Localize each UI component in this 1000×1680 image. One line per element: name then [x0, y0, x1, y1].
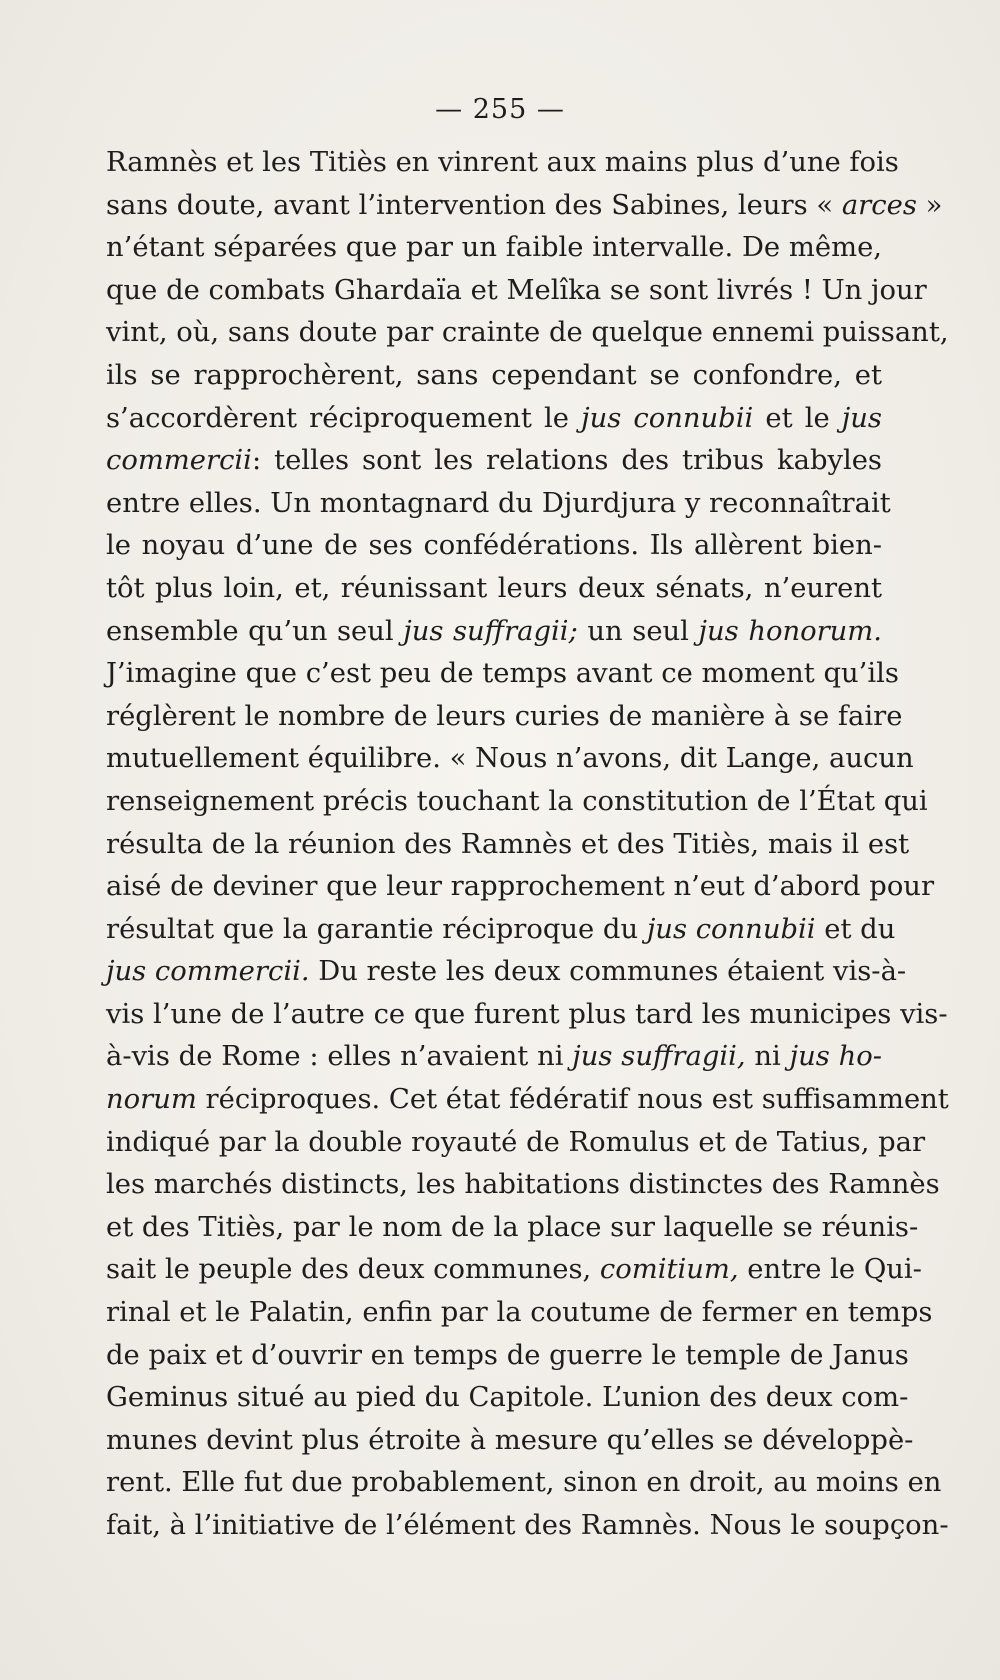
text-segment: à-vis de Rome : elles n’avaient ni: [106, 1041, 573, 1073]
text-line: [106, 227, 882, 270]
text-line: [106, 994, 948, 1037]
text-line: [106, 909, 896, 952]
italic-text: norum: [106, 1084, 197, 1116]
text-segment: de paix et d’ouvrir en temps de guerre le temple de Janus: [106, 1339, 909, 1371]
text-segment: entre le Qui-: [738, 1254, 922, 1286]
text-segment: et le: [753, 402, 842, 434]
text-line: [106, 1420, 914, 1463]
text-line: [106, 611, 882, 654]
text-line: [106, 866, 935, 909]
text-segment: sans doute, avant l’intervention des Sabines, leurs «: [106, 189, 842, 221]
text-line: [106, 696, 903, 739]
text-segment: s’accordèrent réciproquement le: [106, 402, 582, 434]
text-segment: réciproques. Cet état fédératif nous est suffisamment: [196, 1084, 949, 1116]
text-line: [106, 824, 910, 867]
text-line: [106, 738, 914, 781]
page-number: — 255 —: [435, 94, 565, 125]
text-segment: indiqué par la double royauté de Romulus et de Tatius, par: [106, 1126, 926, 1158]
text-line: [106, 142, 899, 185]
text-line: [106, 1036, 882, 1079]
italic-text: jus honorum.: [698, 615, 882, 647]
text-segment: vis l’une de l’autre ce que furent plus tard les municipes vis-: [106, 998, 948, 1030]
italic-text: jus connubii: [646, 913, 816, 945]
text-segment: rinal et le Palatin, enfin par la coutume de fermer en temps: [106, 1297, 933, 1329]
italic-text: jus suffragii;: [403, 615, 578, 647]
text-segment: rent. Elle fut due probablement, sinon en droit, au moins en: [106, 1467, 942, 1499]
italic-text: comitium,: [599, 1254, 739, 1286]
text-segment: entre elles. Un montagnard du Djurdjura y reconnaîtrait: [106, 487, 891, 519]
text-line: [106, 185, 943, 228]
text-segment: et des Titiès, par le nom de la place sur laquelle se réunis-: [106, 1211, 919, 1243]
italic-text: jus commercii.: [106, 956, 310, 988]
text-segment: résultat que la garantie réciproque du: [106, 913, 647, 945]
text-line: [106, 1377, 909, 1420]
italic-text: jus suffragii,: [572, 1041, 746, 1073]
text-line: [106, 440, 882, 483]
text-line: [106, 525, 882, 568]
text-line: [106, 398, 882, 441]
text-line: [106, 781, 928, 824]
text-line: [106, 1079, 949, 1122]
italic-text: jus connubii: [581, 402, 754, 434]
italic-text: jus ho-: [789, 1041, 882, 1073]
text-segment: »: [916, 189, 943, 221]
text-segment: renseignement précis touchant la constitution de l’État qui: [106, 785, 928, 817]
text-segment: un seul: [577, 615, 699, 647]
text-line: [106, 568, 882, 611]
text-line: [106, 653, 899, 696]
text-line: [106, 312, 949, 355]
text-segment: les marchés distincts, les habitations distinctes des Ramnès: [106, 1169, 940, 1201]
text-line: [106, 1207, 919, 1250]
text-segment: ils se rapprochèrent, sans cependant se confondre, et: [106, 359, 882, 391]
text-segment: Du reste les deux communes étaient vis-à-: [309, 956, 907, 988]
text-segment: le noyau d’une de ses confédérations. Ils allèrent bien-: [106, 530, 882, 562]
text-line: [106, 355, 882, 398]
text-segment: tôt plus loin, et, réunissant leurs deux sénats, n’eurent: [106, 572, 882, 604]
italic-text: arces: [841, 189, 917, 221]
text-segment: J’imagine que c’est peu de temps avant ce moment qu’ils: [106, 658, 899, 690]
text-segment: n’étant séparées que par un faible intervalle. De même,: [106, 232, 882, 264]
text-line: [106, 270, 927, 313]
text-line: [106, 951, 907, 994]
text-line: [106, 1122, 926, 1165]
text-line: [106, 483, 891, 526]
text-segment: résulta de la réunion des Ramnès et des Titiès, mais il est: [106, 828, 910, 860]
text-segment: Geminus situé au pied du Capitole. L’union des deux com-: [106, 1382, 909, 1414]
text-segment: Ramnès et les Titiès en vinrent aux mains plus d’une fois: [106, 147, 899, 178]
text-segment: : telles sont les relations des tribus kabyles: [251, 445, 882, 477]
text-segment: sait le peuple des deux communes,: [106, 1254, 600, 1286]
text-line: [106, 1164, 940, 1207]
text-line: [106, 1505, 949, 1548]
text-segment: et du: [815, 913, 896, 945]
italic-text: commercii: [106, 445, 252, 477]
text-segment: ensemble qu’un seul: [106, 615, 404, 647]
text-segment: mutuellement équilibre. « Nous n’avons, dit Lange, aucun: [106, 743, 914, 775]
text-segment: ni: [745, 1041, 790, 1073]
text-segment: fait, à l’initiative de l’élément des Ramnès. Nous le soupçon-: [106, 1510, 949, 1541]
text-line: [106, 1249, 922, 1292]
text-line: [106, 1292, 933, 1335]
body-text: [106, 142, 949, 1548]
text-segment: réglèrent le nombre de leurs curies de manière à se faire: [106, 700, 903, 732]
text-segment: que de combats Ghardaïa et Melîka se sont livrés ! Un jour: [106, 274, 927, 306]
italic-text: jus: [841, 402, 882, 434]
text-line: [106, 1335, 909, 1378]
text-segment: munes devint plus étroite à mesure qu’elles se développè-: [106, 1424, 914, 1456]
text-segment: aisé de deviner que leur rapprochement n’eut d’abord pour: [106, 871, 935, 903]
text-line: [106, 1462, 942, 1505]
text-segment: vint, où, sans doute par crainte de quelque ennemi puissant,: [106, 317, 949, 349]
